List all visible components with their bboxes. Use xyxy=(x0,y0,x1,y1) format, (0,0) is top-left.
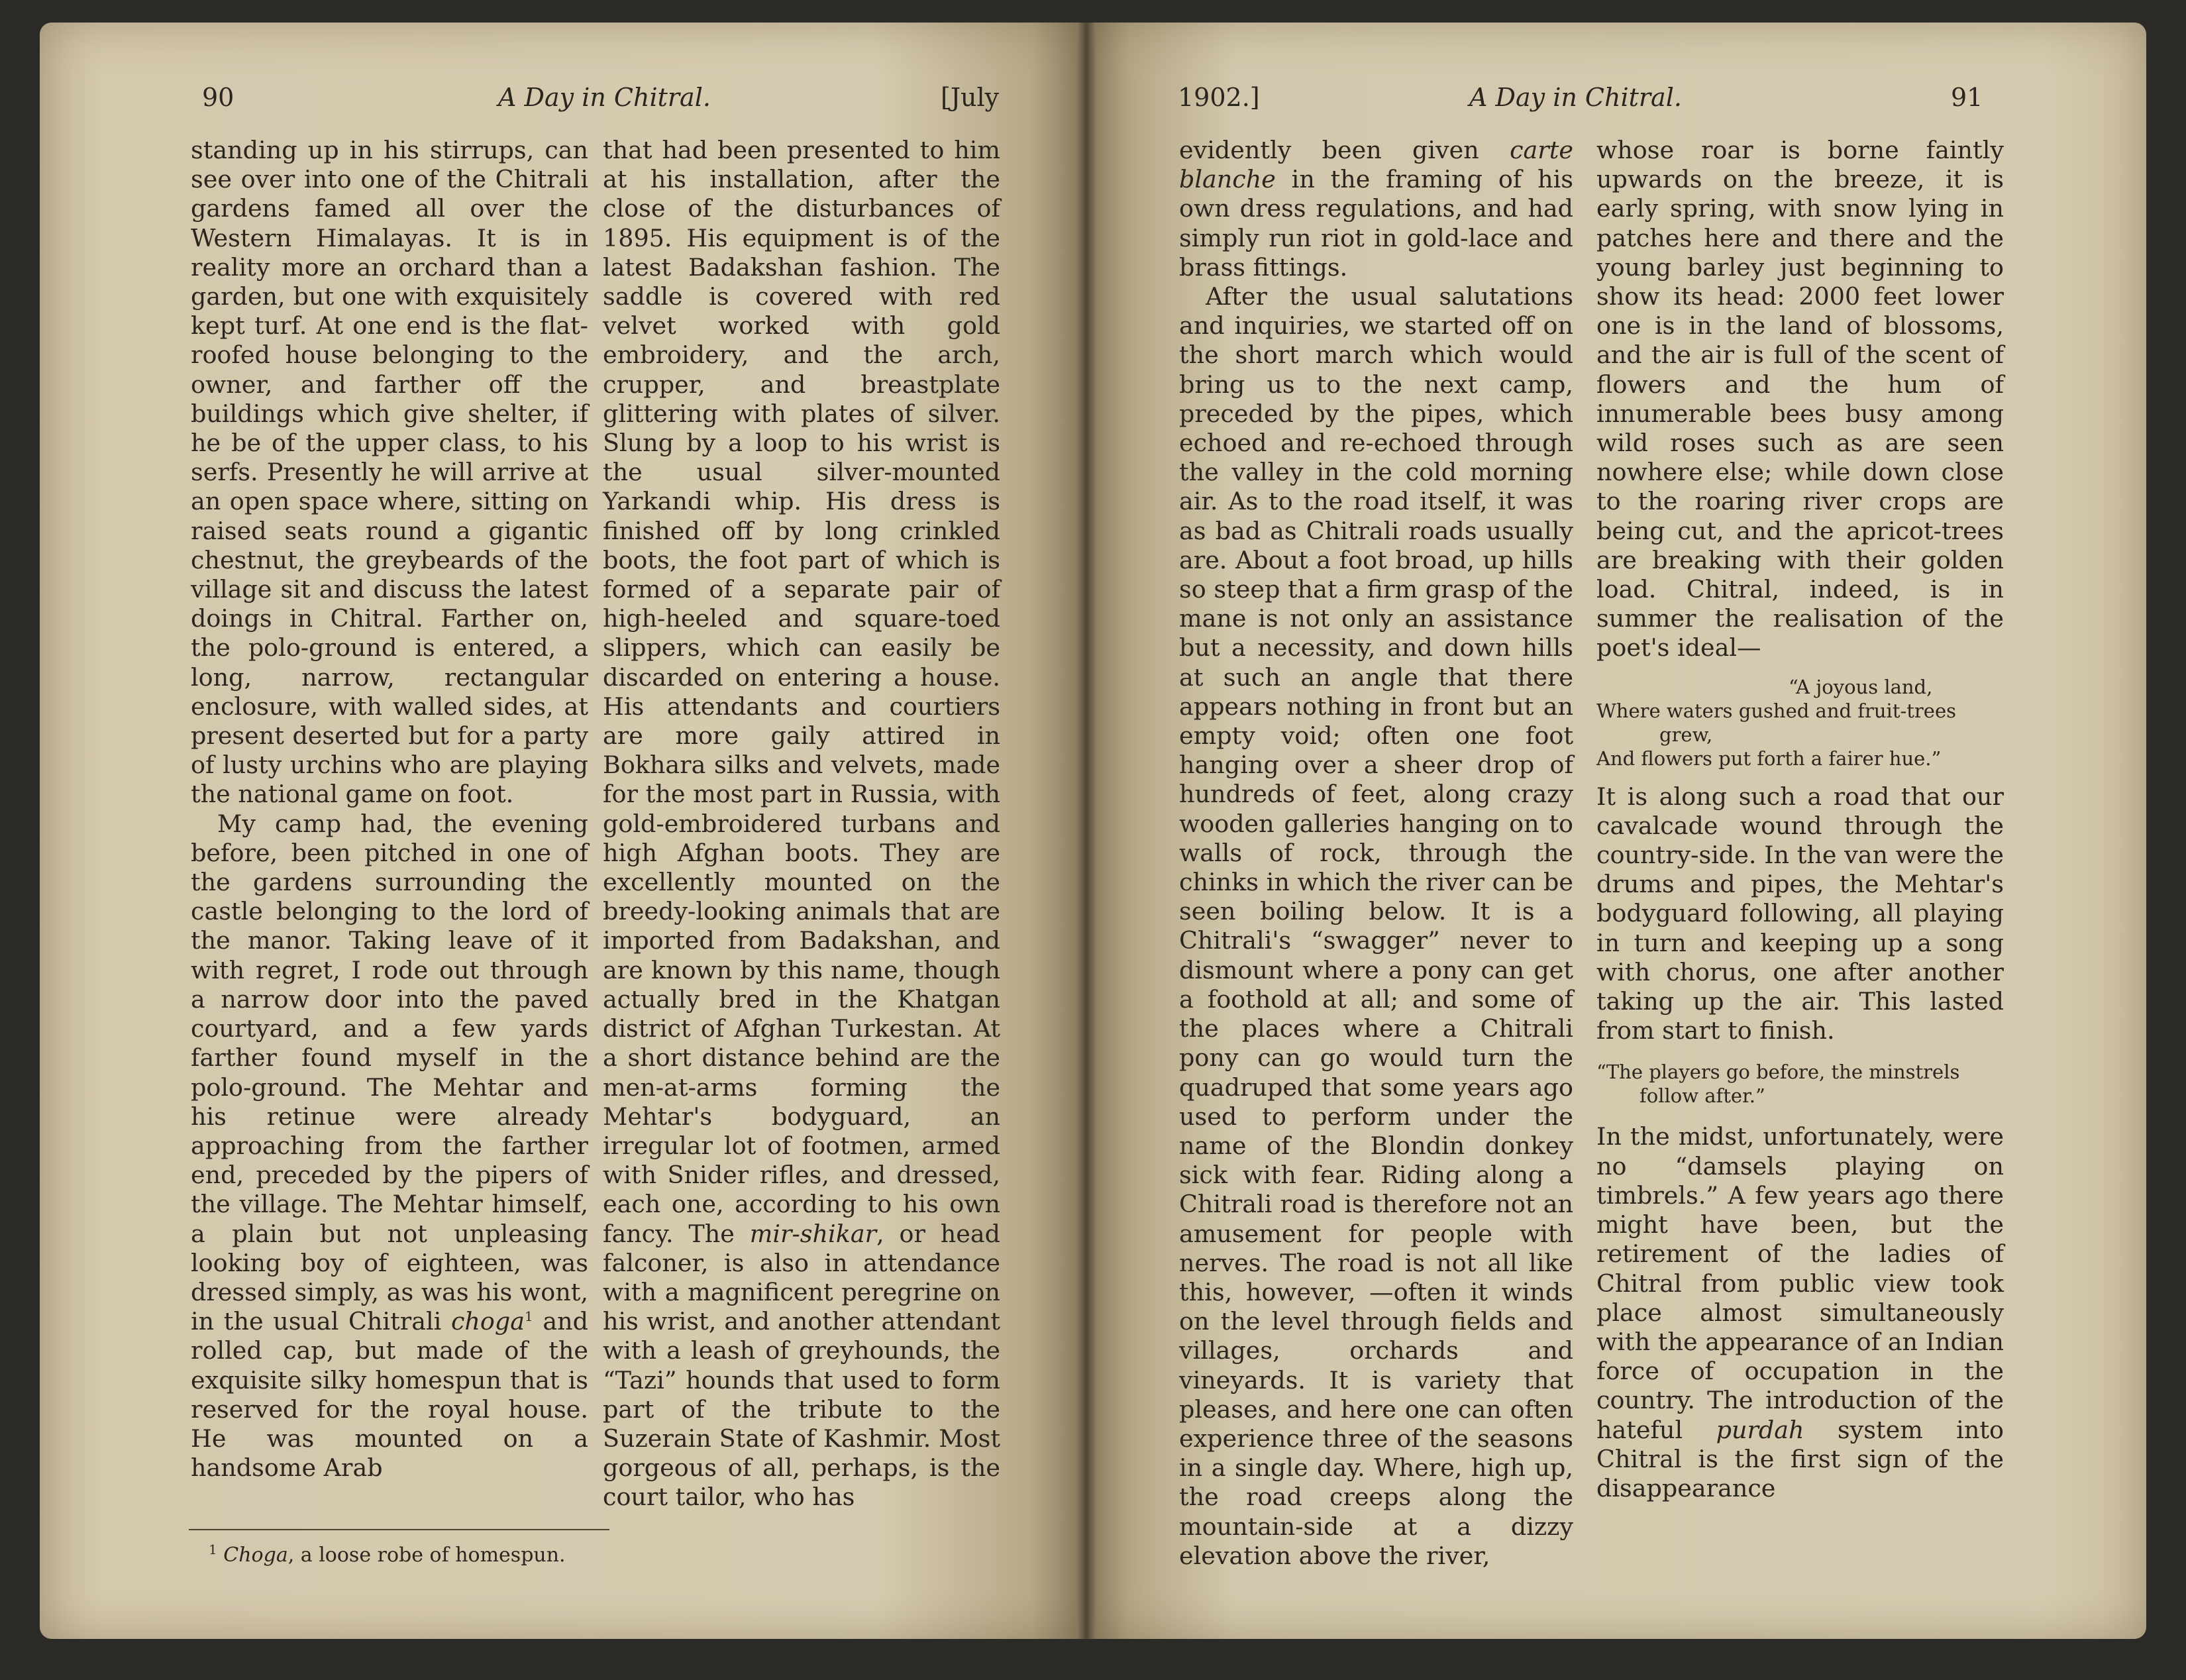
poem-line: “A joyous land, xyxy=(1789,675,1933,698)
paragraph: In the midst, unfortunately, were no “damsels playing on timbrels.” A few years ago there might have been, but the retirement of the ladies of Chitral from public view took place almost simultaneously with the appearance of an Indian force of occupation in the country. The introduction of the hateful purdah system into Chitral is the first sign of the disappearance xyxy=(1596,1122,2004,1502)
poem-line: grew, xyxy=(1659,723,1713,746)
italic-term: carte blanche xyxy=(1179,136,1574,194)
verse-quotation xyxy=(1596,1060,2004,1108)
left-page-column-1 xyxy=(191,136,588,1483)
footnote xyxy=(209,1544,566,1567)
running-title-right: A Day in Chitral. xyxy=(1469,83,1682,112)
footnote-rule xyxy=(189,1529,609,1530)
footnote-text: , a loose robe of homespun. xyxy=(287,1544,566,1567)
italic-term: mir-shikar xyxy=(749,1219,877,1248)
date-mark-left: [July xyxy=(941,83,1000,112)
paragraph: After the usual salutations and inquiries, we started off on the short march which would bring us to the next camp, preceded by the pipes, which echoed and re-echoed through the valley in the cold morning air. As to the road itself, it was as bad as Chitrali roads usually are. About a foot broad, up hills so steep that a firm grasp of the mane is not only an assistance but a necessity, and down hills at such an angle that there appears nothing in front but an empty void; often one foot hanging over a sheer drop of hundreds of feet, along crazy wooden galleries hanging on to walls of rock, through the chinks in which the river can be seen boiling below. It is a Chitrali's “swagger” never to dismount where a pony can get a foothold at all; and some of the places where a Chitrali pony can go would turn the quadruped that some years ago used to perform under the name of the Blondin donkey sick with fear. Riding along a Chitrali road is therefore not an amusement for people with nerves. The road is not all like this, however, —often it winds on the level through fields and villages, orchards and vineyards. It is variety that pleases, and here one can often experience three of the seasons in a single day. Where, high up, the road creeps along the mountain-side at a dizzy elevation above the river, xyxy=(1179,282,1573,1570)
poem-line: Where waters gushed and fruit-trees xyxy=(1596,699,1956,722)
paragraph: standing up in his stirrups, can see over into one of the Chitrali gardens famed all over the Western Himalayas. It is in reality more an orchard than a garden, but one with exquisitely kept turf. At one end is the flat-roofed house belonging to the owner, and farther off the buildings which give shelter, if he be of the upper class, to his serfs. Presently he will arrive at an open space where, sitting on raised seats round a gigantic chestnut, the greybeards of the village sit and discuss the latest doings in Chitral. Farther on, the polo-ground is entered, a long, narrow, rectangular enclosure, with walled sides, at present deserted but for a party of lusty urchins who are playing the national game on foot. xyxy=(191,136,588,809)
quote-line: “The players go before, the minstrels xyxy=(1596,1061,1960,1084)
left-page-column-2 xyxy=(603,136,1000,1512)
quote-line: follow after.” xyxy=(1640,1084,1765,1108)
paragraph: It is along such a road that our cavalcade wound through the country-side. In the van were the drums and pipes, the Mehtar's bodyguard following, all playing in turn and keeping up a song with chorus, one after another taking up the air. This lasted from start to finish. xyxy=(1596,782,2004,1045)
footnote-ref: 1 xyxy=(525,1308,533,1324)
right-page-column-1 xyxy=(1179,136,1573,1571)
date-mark-right: 1902.] xyxy=(1178,83,1260,112)
paragraph: evidently been given carte blanche in the framing of his own dress regulations, and had simply run riot in gold-lace and brass fittings. xyxy=(1179,136,1574,282)
poem-line: And flowers put forth a fairer hue.” xyxy=(1596,747,1942,770)
footnote-number: 1 xyxy=(209,1542,217,1557)
page-number-right: 91 xyxy=(1951,83,1983,112)
paragraph: My camp had, the evening before, been pitched in one of the gardens surrounding the castle belonging to the lord of the manor. Taking leave of it with regret, I rode out through a narrow door into the paved courtyard, and a few yards farther found myself in the polo-ground. The Mehtar and his retinue were already approaching from the farther end, preceded by the pipers of the village. The Mehtar himself, a plain but not unpleasing looking boy of eighteen, was dressed simply, as was his wont, in the usual Chitrali choga$^1$ and rolled cap, but made of the exquisite silky homespun that is reserved for the royal house. He was mounted on a handsome Arab xyxy=(191,809,589,1483)
italic-term: purdah xyxy=(1716,1415,1804,1444)
poem-quotation xyxy=(1596,675,2004,770)
page-number-left: 90 xyxy=(202,83,234,112)
paragraph: that had been presented to him at his installation, after the close of the disturbances of 1895. His equipment is of the latest Badakshan fashion. The saddle is covered with red velvet worked with gold embroidery, and the arch, crupper, and breastplate glittering with plates of silver. Slung by a loop to his wrist is the usual silver-mounted Yarkandi whip. His dress is finished off by long crinkled boots, the foot part of which is formed of a separate pair of high-heeled and square-toed slippers, which can easily be discarded on entering a house. His attendants and courtiers are more gaily attired in Bokhara silks and velvets, made for the most part in Russia, with gold-embroidered turbans and high Afghan boots. They are excellently mounted on the breedy-looking animals that are imported from Badakshan, and are known by this name, though actually bred in the Khatgan district of Afghan Turkestan. At a short distance behind are the men-at-arms forming the Mehtar's bodyguard, an irregular lot of footmen, armed with Snider rifles, and dressed, each one, according to his own fancy. The mir-shikar, or head falconer, is also in attendance with a magnificent peregrine on his wrist, and another attendant with a leash of greyhounds, the “Tazi” hounds that used to form part of the tribute to the Suzerain State of Kashmir. Most gorgeous of all, perhaps, is the court tailor, who has xyxy=(603,136,1000,1512)
running-title-left: A Day in Chitral. xyxy=(498,83,711,112)
book-gutter xyxy=(1076,23,1096,1639)
right-page-column-2 xyxy=(1596,136,2004,1503)
italic-term: choga xyxy=(450,1307,525,1336)
footnote-term: Choga xyxy=(223,1544,288,1567)
paragraph: whose roar is borne faintly upwards on the breeze, it is early spring, with snow lying in patches here and there and the young barley just beginning to show its head: 2000 feet lower one is in the land of blossoms, and the air is full of the scent of flowers and the hum of innumerable bees busy among wild roses such as are seen nowhere else; while down close to the roaring river crops are being cut, and the apricot-trees are breaking with their golden load. Chitral, indeed, is in summer the realisation of the poet's ideal— xyxy=(1596,136,2004,662)
